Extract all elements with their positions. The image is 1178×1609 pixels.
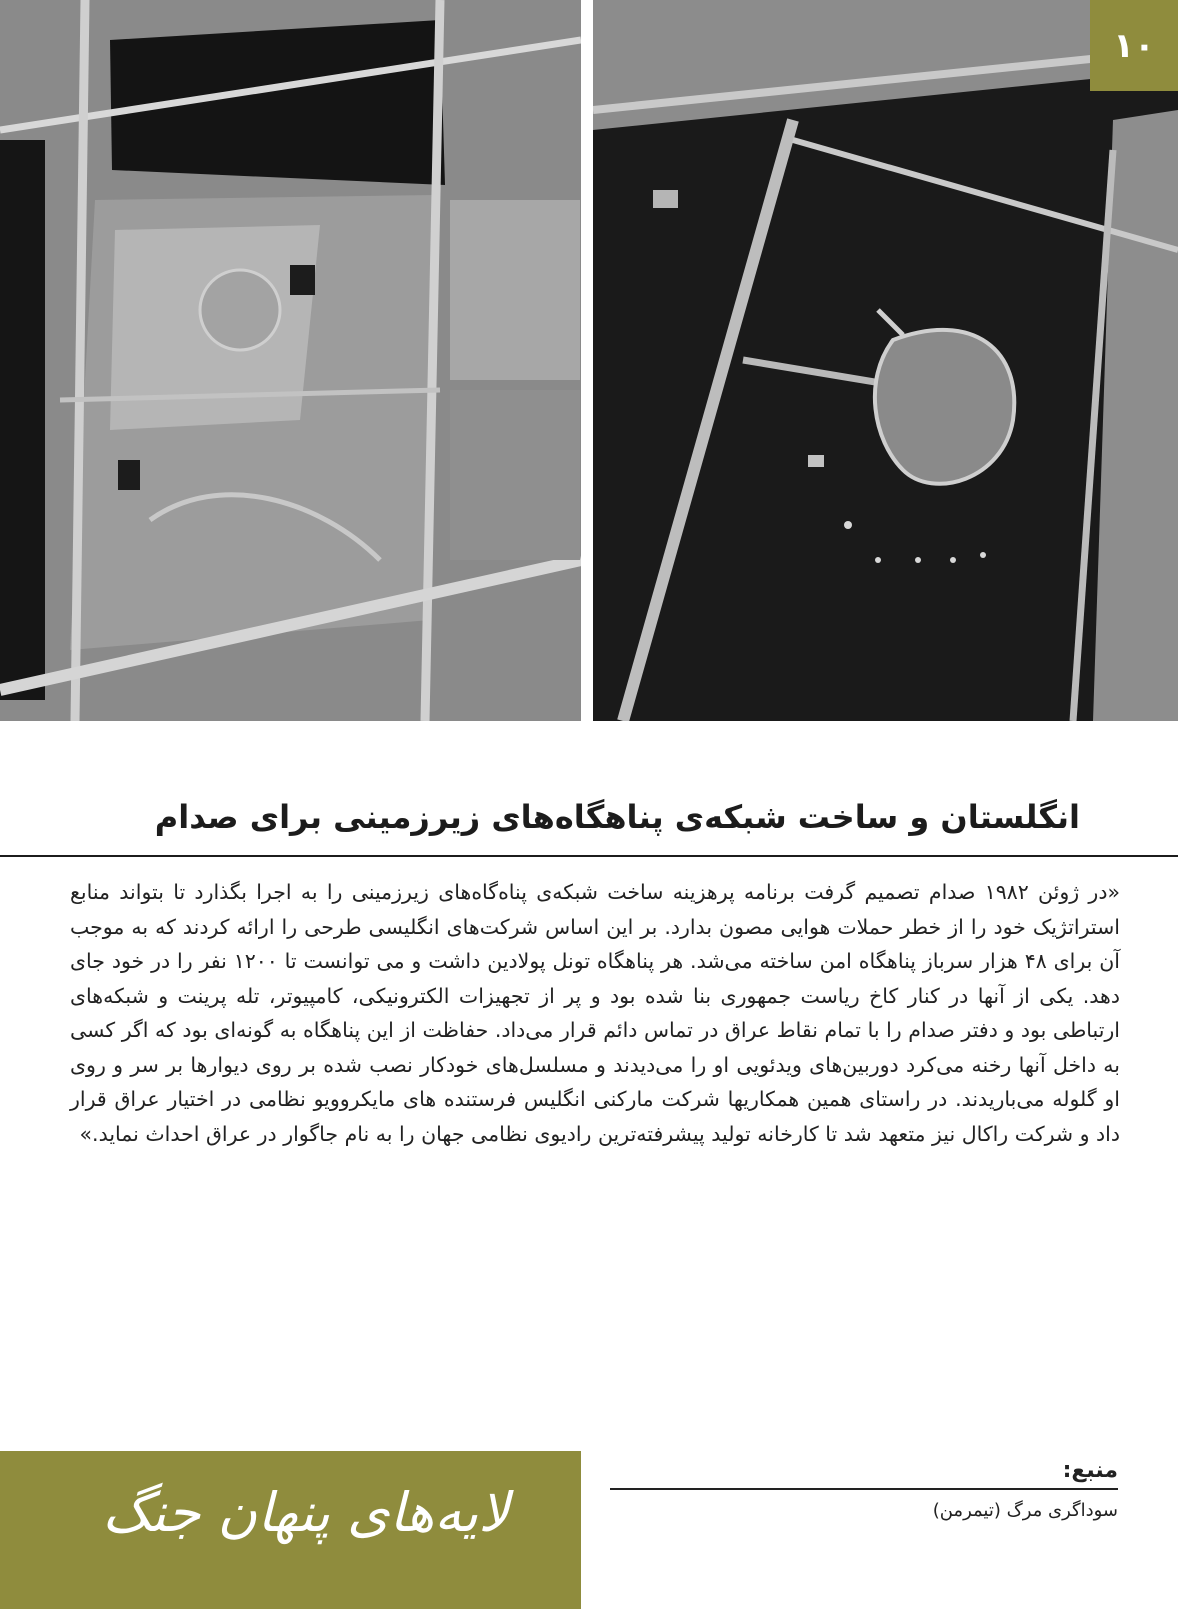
source-value: سوداگری مرگ (تیمرمن) bbox=[932, 1500, 1118, 1521]
satellite-photo-right bbox=[593, 0, 1178, 721]
title-divider bbox=[0, 855, 1178, 857]
article-body: «در ژوئن ۱۹۸۲ صدام تصمیم گرفت برنامه پرهزینه ساخت شبکه‌ی پناه‌گاه‌های زیرزمینی را به اجرا بگذارد تا بتواند منابع استراتژیک خود را از خطر حملات هوایی مصون بدارد. بر این اساس شرکت‌های انگلیسی طرحی را ارائه کردند که به موجب آن برای ۴۸ هزار سرباز پناهگاه امن ساخته می‌شد. هر پناهگاه تونل پولادین داشت و می توانست تا ۱۲۰۰ نفر را در خود جای دهد. یکی از آنها در کنار کاخ ریاست جمهوری بنا شده بود و پر از تجهیزات الکترونیکی، کامپیوتر، تله پرینت و شبکه‌های ارتباطی بود و دفتر صدام را با تمام نقاط عراق در تماس دائم قرار می‌داد. حفاظت از این پناهگاه به گونه‌ای بود که اگر کسی به داخل آنها رخنه می‌کرد دوربین‌های ویدئویی او را می‌دیدند و مسلسل‌های خودکار نصب شده بر روی دیوارها بر سر و روی او گلوله می‌باریدند. در راستای همین همکاریها شرکت مارکنی انگلیس فرستنده های مایکروویو نظامی در اختیار عراق قرار داد و شرکت راکال نیز متعهد شد تا کارخانه تولید پیشرفته‌ترین رادیوی نظامی جهان را به نام جاگوار در عراق احداث نماید.» bbox=[70, 880, 1121, 1146]
source-divider bbox=[610, 1488, 1118, 1490]
satellite-photo-left bbox=[0, 0, 581, 721]
book-brand-block bbox=[0, 1451, 581, 1609]
book-title-calligraphy: لایه‌های پنهان جنگ bbox=[102, 1481, 509, 1544]
page-number: ۱۰ bbox=[1113, 25, 1155, 66]
source-label: منبع: bbox=[1062, 1458, 1118, 1483]
page-number-badge bbox=[1090, 0, 1178, 91]
article-title: انگلستان و ساخت شبکه‌ی پناهگاه‌های زیرزمینی برای صدام bbox=[154, 798, 1080, 836]
